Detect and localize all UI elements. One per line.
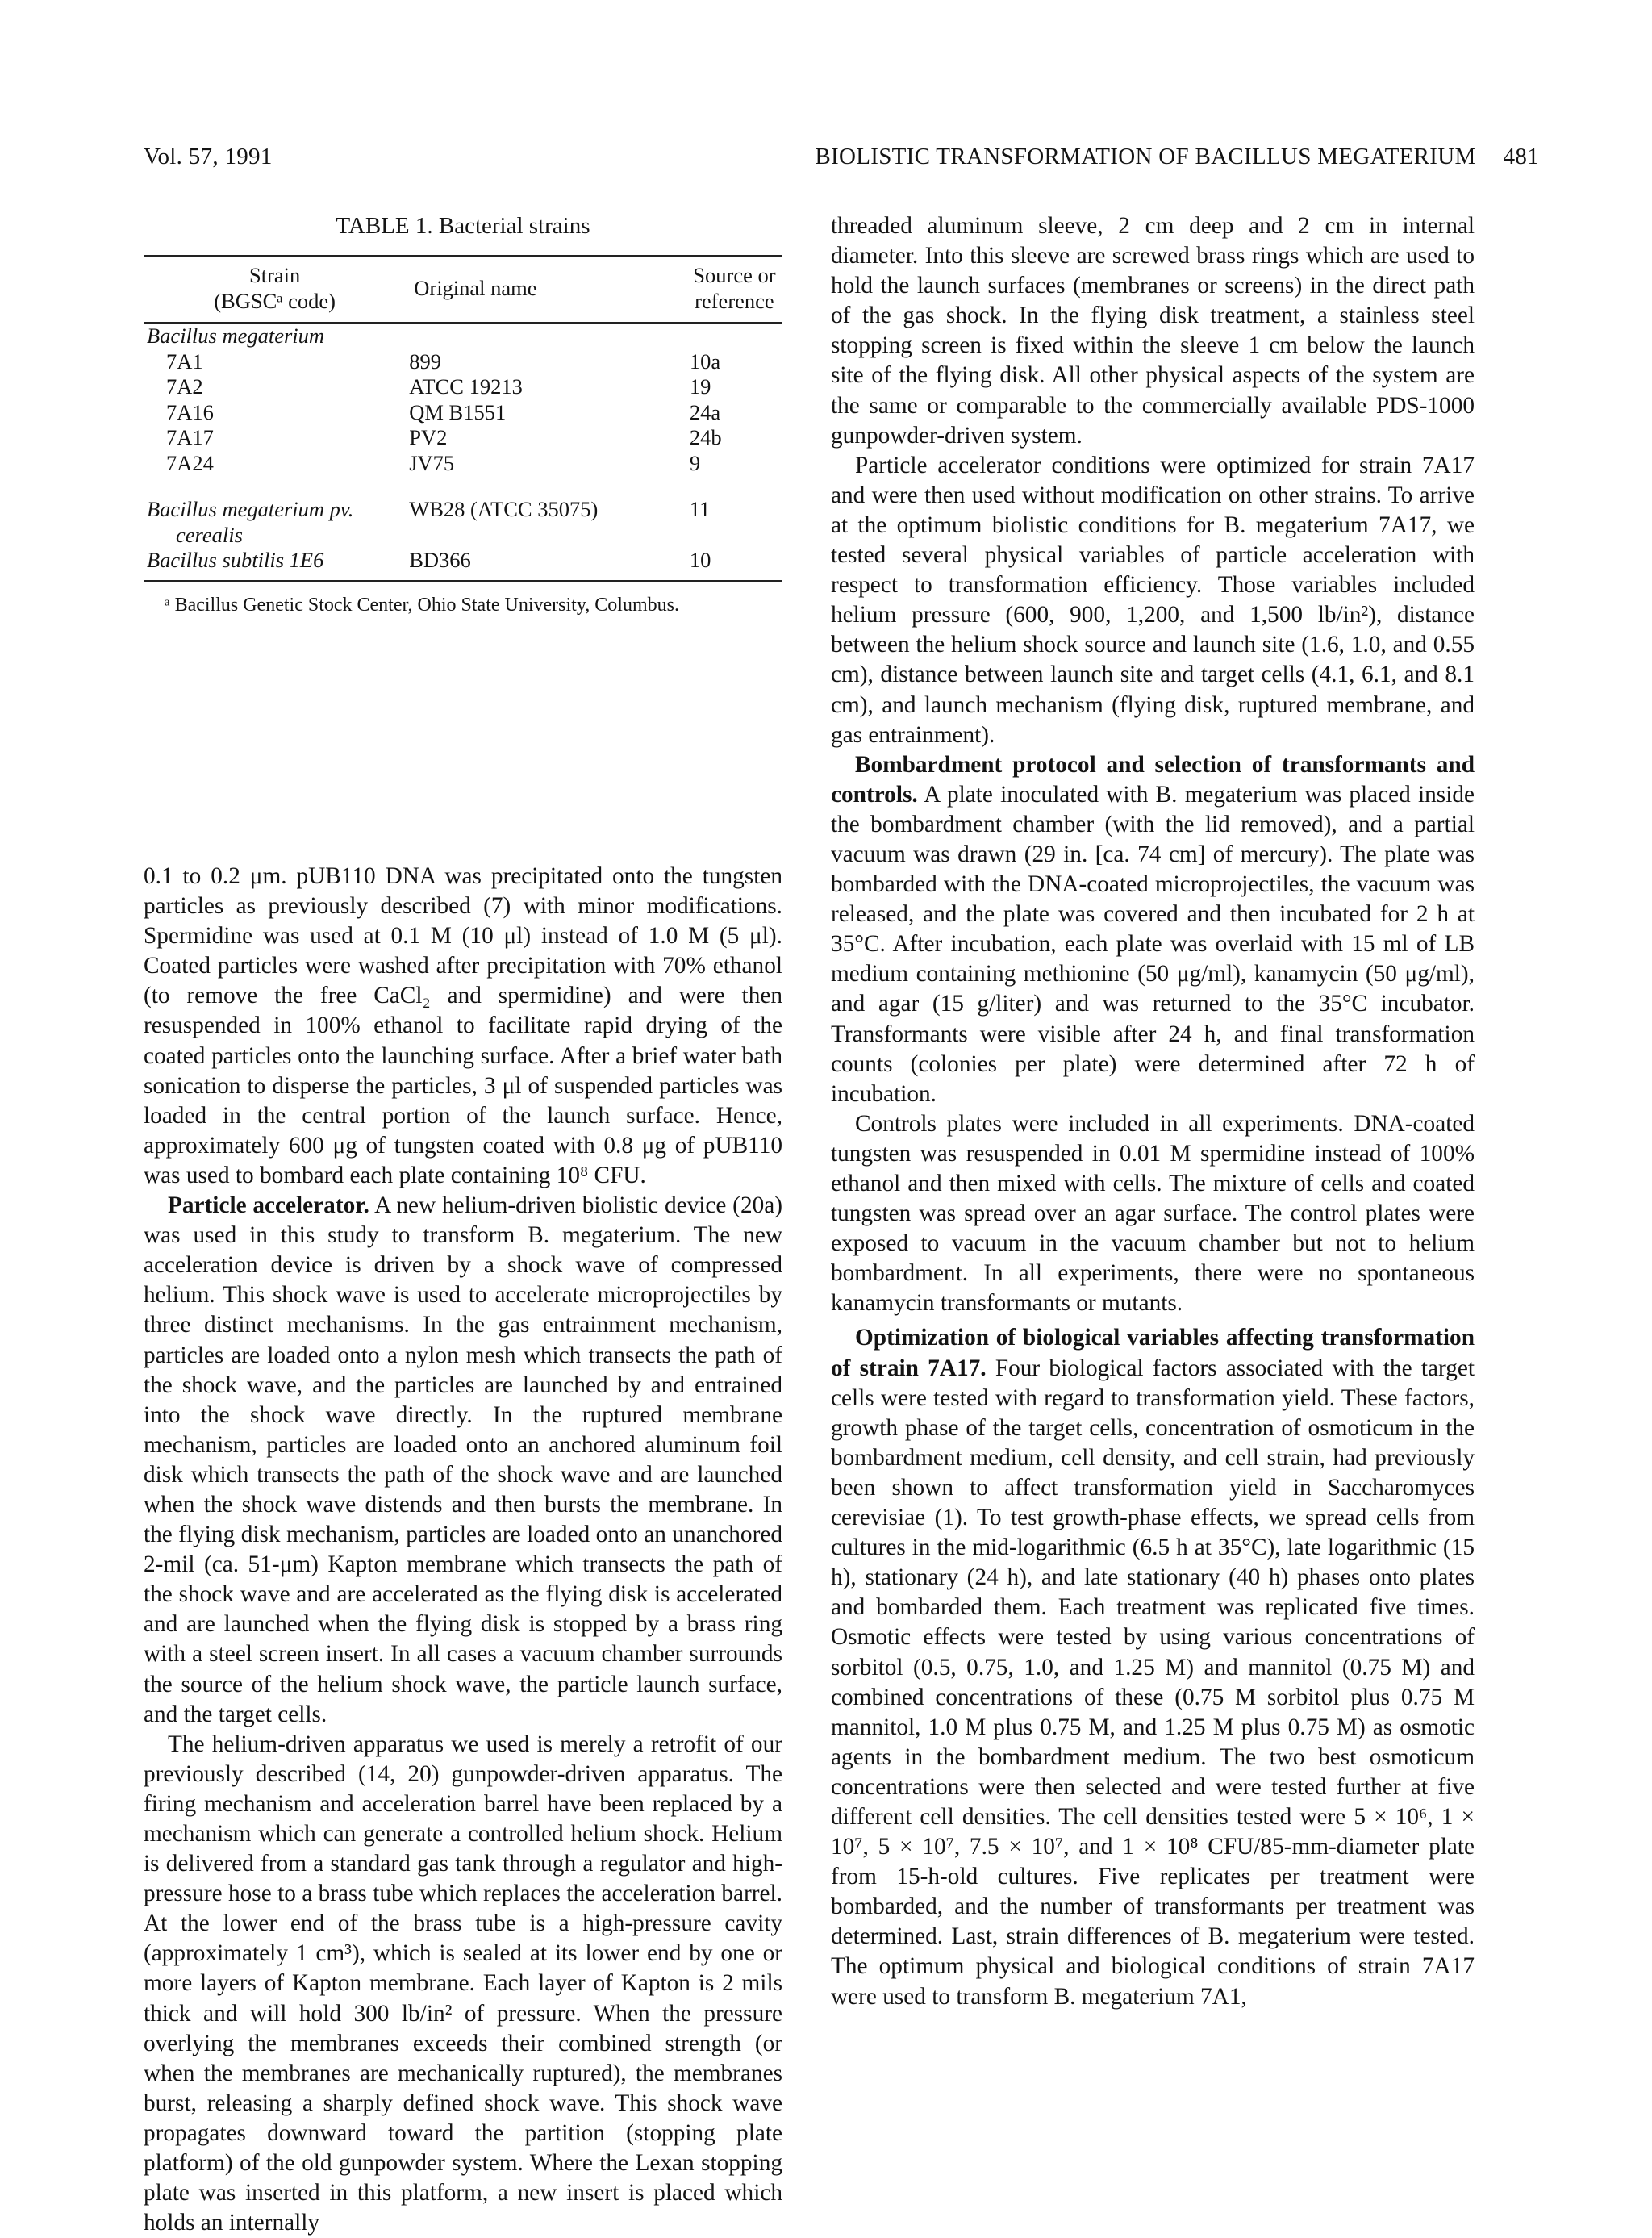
cell-strain	[144, 497, 406, 548]
cell-source: 24a	[689, 399, 721, 424]
cell-original-name: JV75	[409, 450, 455, 475]
table-footnote: ᵃ Bacillus Genetic Stock Center, Ohio State University, Columbus.	[165, 594, 679, 616]
running-title	[815, 144, 1539, 170]
paragraph: The helium-driven apparatus we used is merely a retrofit of our previously described (14, 20) gunpowder-driven apparatus. The firing mechanism and acceleration barrel have been replaced by a mechanism which can generate a controlled helium shock. Helium is delivered from a standard gas tank through a regulator and high-pressure hose to a brass tube which replaces the acceleration barrel. At the lower end of the brass tube is a high-pressure cavity (approximately 1 cm³), which is sealed at its lower end by one or more layers of Kapton membrane. Each layer of Kapton is 2 mils thick and will hold 300 lb/in² of pressure. When the pressure overlying the membranes exceeds their combined strength (or when the membranes are mechanically ruptured), the membranes burst, releasing a sharply defined shock wave. This shock wave propagates downward toward the partition (stopping plate platform) of the old gunpowder system. Where the Lexan stopping plate was inserted in this platform, a new insert is placed which holds an internally	[144, 1731, 782, 2236]
table-row	[144, 400, 782, 426]
cell-strain: 7A1	[166, 349, 203, 374]
cell-strain: 7A16	[166, 399, 214, 424]
cell-source: 11	[689, 497, 711, 521]
table-title: TABLE 1. Bacterial strains	[336, 213, 590, 239]
cell-strain: 7A2	[166, 374, 203, 399]
paragraph: threaded aluminum sleeve, 2 cm deep and 2 cm in internal diameter. Into this sleeve are screwed brass rings which are used to hold the launch surfaces (membranes or screens) in the direct path of the gas shock. In the flying disk treatment, a stainless steel stopping screen is fixed within the sleeve 1 cm below the launch site of the flying disk. All other physical aspects of the system are the same or comparable to the commercially available PDS-1000 gunpowder-driven system.	[831, 213, 1475, 449]
paragraph-particle-accelerator	[144, 1191, 782, 1730]
paragraph-text: A new helium-driven biolistic device (20a) was used in this study to transform B. megaterium. The new acceleration device is driven by a shock wave of compressed helium. This shock wave is used to accelerate microprojectiles by three distinct mechanisms. In the gas entrainment mechanism, particles are loaded onto a nylon mesh which transects the path of the shock wave, and the particles are launched by and entrained into the shock wave directly. In the ruptured membrane mechanism, particles are loaded onto an anchored aluminum foil disk which transects the path of the shock wave and are launched when the shock wave distends and then bursts the membrane. In the flying disk mechanism, particles are loaded onto an unanchored 2-mil (ca. 51-μm) Kapton membrane which transects the path of the shock wave and are accelerated as the flying disk is accelerated and are launched when the flying disk is stopped by a brass ring with a steel screen insert. In all cases a vacuum chamber surrounds the source of the helium shock wave, the particle launch surface, and the target cells.	[144, 1192, 782, 1727]
cell-source: 19	[689, 374, 711, 399]
table-row	[144, 349, 782, 375]
cell-original-name: 899	[409, 349, 441, 374]
left-column	[144, 211, 782, 2236]
header-source-line1: Source or	[693, 263, 776, 287]
cell-original-name: ATCC 19213	[409, 374, 523, 399]
right-column	[831, 211, 1475, 2012]
cell-original-name: QM B1551	[409, 399, 507, 424]
table-header-row	[144, 256, 782, 323]
cell-original-name: BD366	[406, 548, 686, 581]
cell-source: 9	[689, 450, 701, 475]
header-strain	[144, 256, 406, 323]
cell-source: 10	[686, 548, 782, 581]
paragraph-bombardment-protocol	[831, 750, 1475, 1109]
cell-strain: 7A17	[166, 425, 214, 449]
table-1	[144, 211, 782, 617]
paragraph-text: A plate inoculated with B. megaterium was placed inside the bombardment chamber (with the lid removed), and a partial vacuum was drawn (29 in. [ca. 74 cm] of mercury). The plate was bombarded with the DNA-coated microprojectiles, the vacuum was released, and the plate was covered and then incubated for 2 h at 35°C. After incubation, each plate was overlaid with 15 ml of LB medium containing methionine (50 μg/ml), kanamycin (50 μg/ml), and agar (15 g/liter) and was returned to the 35°C incubator. Transformants were visible after 24 h, and final transformation counts (colonies per plate) were determined after 72 h of incubation.	[831, 781, 1475, 1107]
paragraph: 0.1 to 0.2 μm. pUB110 DNA was precipitated onto the tungsten particles as previously described (7) with minor modifications. Spermidine was used at 0.1 M (10 μl) instead of 1.0 M (5 μl). Coated particles were washed after precipitation with 70% ethanol (to remove the free CaCl₂ and spermidine) and were then resuspended in 100% ethanol to facilitate rapid drying of the coated particles onto the launching surface. After a brief water bath sonication to disperse the particles, 3 μl of suspended particles was loaded in the central portion of the launch surface. Hence, approximately 600 μg of tungsten coated with 0.8 μg of pUB110 was used to bombard each plate containing 10⁸ CFU.	[144, 863, 782, 1188]
section-heading: Optimization of biological variables affecting transformation of strain 7A17.	[831, 1325, 1475, 1381]
paragraph: Particle accelerator conditions were optimized for strain 7A17 and were then used without modification on other strains. To arrive at the optimum biolistic conditions for B. megaterium 7A17, we tested several physical variables of particle acceleration with respect to transformation efficiency. Those variables included helium pressure (600, 900, 1,200, and 1,500 lb/in²), distance between the helium shock source and launch site (1.6, 1.0, and 0.55 cm), distance between launch site and target cells (4.1, 6.1, and 8.1 cm), and launch mechanism (flying disk, ruptured membrane, and gas entrainment).	[831, 452, 1475, 748]
section-heading: Particle accelerator.	[168, 1192, 369, 1219]
left-body-text	[144, 862, 782, 2238]
table-row	[144, 374, 782, 400]
group2-label-line2: cerealis	[176, 522, 243, 547]
cell-original-name: PV2	[409, 425, 448, 449]
header-source-line2: reference	[695, 288, 774, 313]
strains-table	[144, 255, 782, 582]
table-row	[144, 451, 782, 477]
header-strain-line2: (BGSCᵃ code)	[214, 288, 336, 313]
paragraph-text: Four biological factors associated with the target cells were tested with regard to transformation yield. These factors, growth phase of the target cells, concentration of osmoticum in the bombardment medium, cell density, and cell strain, had previously been shown to affect transformation yield in Saccharomyces cerevisiae (1). To test growth-phase effects, we spread cells from cultures in the mid-logarithmic (6.5 h at 35°C), late logarithmic (15 h), stationary (24 h), and late stationary (40 h) phases onto plates and bombarded them. Each treatment was replicated five times. Osmotic effects were tested by using various concentrations of sorbitol (0.5, 0.75, 1.0, and 1.25 M) and mannitol (0.75 M) and combined concentrations of these (0.75 M sorbitol plus 0.75 M mannitol, 1.0 M plus 0.75 M, and 1.25 M plus 0.75 M) as osmotic agents in the bombardment medium. The two best osmoticum concentrations were then selected and were tested further at five different cell densities. The cell densities tested were 5 × 10⁶, 1 × 10⁷, 5 × 10⁷, 7.5 × 10⁷, and 1 × 10⁸ CFU/85-mm-diameter plate from 15-h-old cultures. Five replicates per treatment were bombarded, and the number of transformants per treatment was determined. Last, strain differences of B. megaterium were tested. The optimum physical and biological conditions of strain 7A17 were used to transform B. megaterium 7A1,	[831, 1355, 1475, 2010]
group-label: Bacillus megaterium	[147, 324, 325, 348]
header-original-name: Original name	[406, 256, 686, 323]
cell-original-name: WB28 (ATCC 35075)	[409, 497, 599, 521]
page-number: 481	[1503, 144, 1539, 169]
section-heading: Bombardment protocol and selection of transformants and controls.	[831, 751, 1475, 808]
paragraph: Controls plates were included in all experiments. DNA-coated tungsten was resuspended in 0.01 M spermidine instead of 100% ethanol and then mixed with cells. The mixture of cells and coated tungsten was spread over an agar surface. The control plates were exposed to vacuum in the vacuum chamber but not to helium bombardment. In all experiments, there were no spontaneous kanamycin transformants or mutants.	[831, 1110, 1475, 1317]
cell-source: 24b	[689, 425, 722, 449]
table-row	[144, 425, 782, 451]
table-row	[144, 497, 782, 548]
table-spacer	[144, 476, 782, 497]
cell-strain: 7A24	[166, 450, 214, 475]
running-title-text: BIOLISTIC TRANSFORMATION OF BACILLUS MEGATERIUM	[815, 144, 1476, 169]
running-head	[144, 144, 1539, 176]
group2-label-line1: Bacillus megaterium pv.	[147, 497, 354, 521]
volume-year: Vol. 57, 1991	[144, 144, 273, 169]
header-strain-line1: Strain	[248, 263, 301, 287]
header-source	[686, 256, 782, 323]
cell-source: 10a	[689, 349, 721, 374]
cell-strain: Bacillus subtilis 1E6	[144, 548, 406, 581]
table-row	[144, 548, 782, 581]
paragraph-optimization	[831, 1323, 1475, 2011]
table-group-row	[144, 323, 782, 349]
